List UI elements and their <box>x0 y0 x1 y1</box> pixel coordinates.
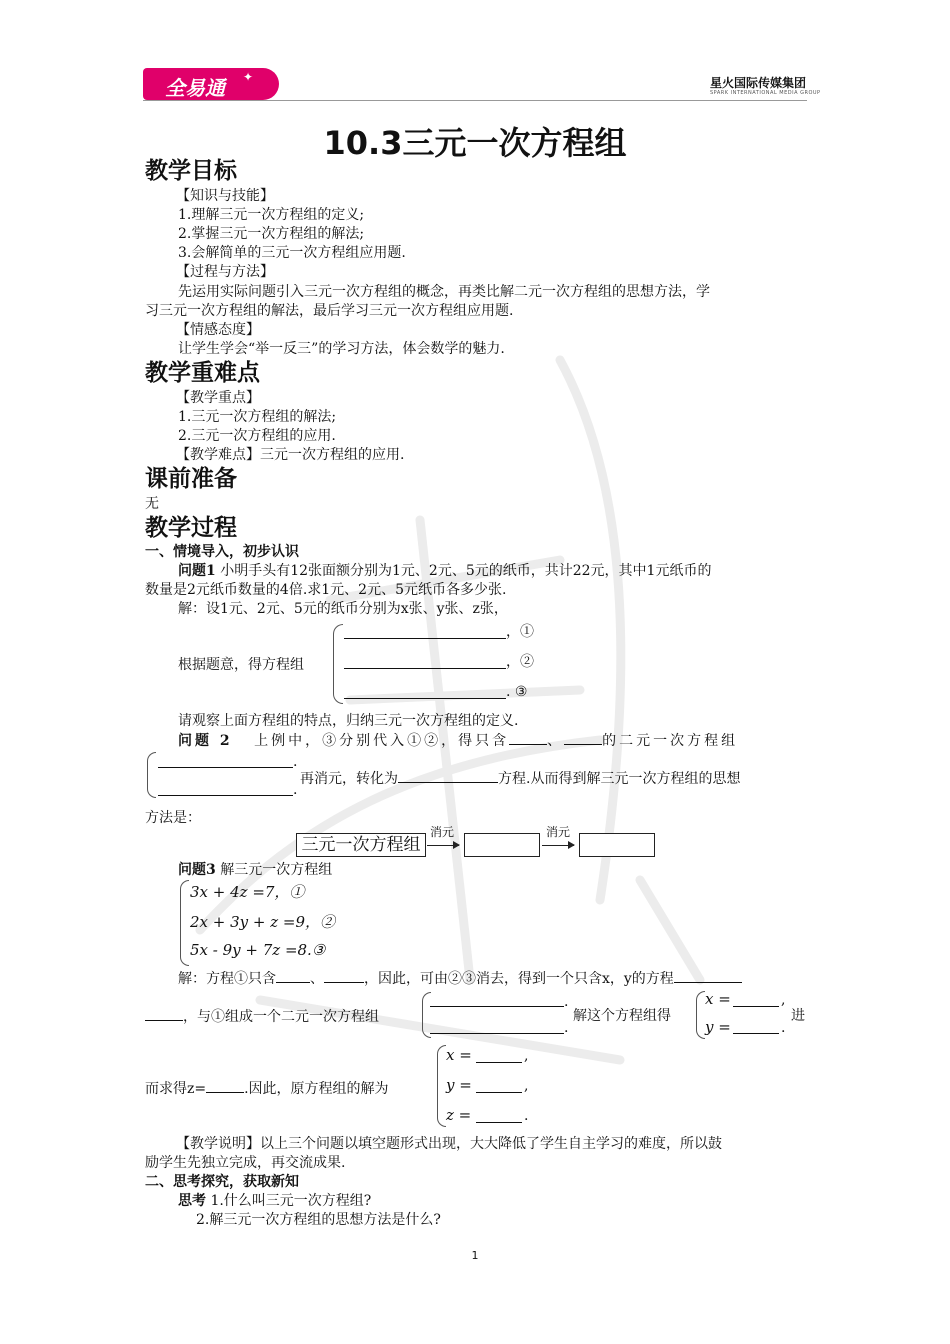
final-x-label: x = <box>446 1046 472 1064</box>
publisher-name-en: SPARK INTERNATIONAL MEDIA GROUP <box>710 90 821 96</box>
answer-blank-a[interactable] <box>509 730 547 745</box>
brace-system-1 <box>333 624 343 704</box>
final-y-label: y = <box>446 1076 472 1094</box>
answer-blank-g[interactable] <box>145 1006 183 1021</box>
objective-3: 3.会解简单的三元一次方程组应用题. <box>178 245 406 261</box>
difficulty-text: 三元一次方程组的应用. <box>260 447 405 463</box>
final-y-comma: , <box>524 1078 529 1094</box>
question-1-label: 问题1 <box>178 563 216 579</box>
tag-difficulty: 【教学难点】 <box>176 447 260 463</box>
question-2-text-d: 再消元，转化为 <box>300 771 398 787</box>
flow-box-start-label: 三元一次方程组 <box>301 835 421 855</box>
question-2-text-a: 上例中，③分别代入①②，得只含 <box>254 733 510 749</box>
header-rule <box>143 100 807 101</box>
logo-text: 全易通 <box>165 76 225 100</box>
equation-3-2: 2x + 3y + z =9，② <box>190 913 336 931</box>
question-1-text: 小明手头有12张面额分别为1元、2元、5元的纸币，共计22元，其中1元纸币的 <box>215 563 712 579</box>
header-logo <box>143 68 279 100</box>
final-x-comma: , <box>524 1048 529 1064</box>
process-text-2: 习三元一次方程组的解法，最后学习三元一次方程组应用题. <box>145 303 514 319</box>
objective-1: 1.理解三元一次方程组的定义; <box>178 207 365 223</box>
tag-knowledge: 【知识与技能】 <box>176 188 274 204</box>
tag-process: 【过程与方法】 <box>176 264 274 280</box>
brace-system-4 <box>422 992 431 1038</box>
heading-objectives: 教学目标 <box>145 158 237 184</box>
system-dot-4: . <box>564 1020 569 1036</box>
question-2-text-c: 的二元一次方程组 <box>602 733 739 749</box>
flow-arrow-2 <box>542 845 574 846</box>
question-2-line-3: 方法是： <box>145 810 201 826</box>
system-dot-2: . <box>293 782 298 798</box>
attitude-text: 让学生学会“举一反三”的学习方法，体会数学的魅力. <box>178 341 505 357</box>
think-label: 思考 <box>178 1193 206 1209</box>
tag-key: 【教学重点】 <box>176 390 260 406</box>
system-blank-3[interactable] <box>430 1006 564 1007</box>
subheading-1: 一、情境导入，初步认识 <box>145 544 299 560</box>
key-1: 1.三元一次方程组的解法; <box>178 409 337 425</box>
subheading-2: 二、思考探究，获取新知 <box>145 1174 299 1190</box>
flow-arrow-label-1: 消元 <box>430 825 455 839</box>
question-1-line-3: 解：设1元、2元、5元的纸币分别为x张、y张、z张， <box>178 601 508 617</box>
heading-key-points: 教学重难点 <box>145 360 260 386</box>
answer-blank-f[interactable] <box>674 968 742 983</box>
think-line-1 <box>178 1191 371 1211</box>
answer-blank-e[interactable] <box>324 968 364 983</box>
tag-attitude: 【情感态度】 <box>176 322 260 338</box>
page-number: 1 <box>471 1249 479 1262</box>
question-1-line-5: 请观察上面方程组的特点，归纳三元一次方程组的定义. <box>178 713 519 729</box>
question-3-line-4 <box>145 1078 389 1099</box>
publisher-name: 星火国际传媒集团 <box>710 76 807 90</box>
process-text-1: 先运用实际问题引入三元一次方程组的概念，再类比解二元一次方程组的思想方法，学 <box>178 284 710 300</box>
think-question-1: 1.什么叫三元一次方程组? <box>206 1193 372 1209</box>
question-3-line-3 <box>145 1006 379 1027</box>
preparation-text: 无 <box>145 496 159 512</box>
question-1-line-2: 数量是2元纸币数量的4倍.求1元、2元、5元纸币各多少张. <box>145 582 507 598</box>
equation-3-3: 5x - 9y + 7z =8.③ <box>190 941 326 959</box>
solution-x-comma: , <box>781 992 786 1008</box>
question-3-line-2 <box>178 968 742 989</box>
teaching-note-1 <box>176 1134 722 1154</box>
flow-box-start <box>296 833 426 857</box>
think-line-2: 2.解三元一次方程组的思想方法是什么? <box>196 1212 441 1228</box>
difficulty <box>176 445 404 465</box>
final-y-blank[interactable] <box>476 1092 522 1093</box>
final-z-label: z = <box>446 1106 472 1124</box>
solution-y-dot: . <box>781 1020 786 1036</box>
q3-text-e: ，与①组成一个二元一次方程组 <box>183 1009 379 1025</box>
final-z-dot: . <box>524 1108 529 1124</box>
flow-box-blank-1[interactable] <box>464 833 540 857</box>
question-1-line-4: 根据题意，得方程组 <box>178 657 304 673</box>
answer-blank-c[interactable] <box>398 768 498 783</box>
final-x-blank[interactable] <box>476 1062 522 1063</box>
teaching-note-tag: 【教学说明】 <box>176 1136 260 1152</box>
teaching-note-text: 以上三个问题以填空题形式出现，大大降低了学生自主学习的难度，所以鼓 <box>260 1136 722 1152</box>
q3-text-c: 、 <box>310 971 324 987</box>
q3-text-d: ，因此，可由②③消去，得到一个只含x，y的方程 <box>364 971 674 987</box>
answer-blank-d[interactable] <box>276 968 310 983</box>
q3-text-g: 进 <box>791 1008 805 1024</box>
heading-process: 教学过程 <box>145 515 237 541</box>
heading-preparation: 课前准备 <box>145 466 237 492</box>
equation-mark-3: . ③ <box>506 684 528 700</box>
q3-text-b: 解：方程①只含 <box>178 971 276 987</box>
system-dot-3: . <box>564 994 569 1010</box>
question-2-label: 问题 2 <box>178 733 233 749</box>
equation-blank-1[interactable] <box>344 638 506 639</box>
equation-blank-2[interactable] <box>344 668 506 669</box>
flow-arrow-label-2: 消元 <box>546 825 571 839</box>
system-blank-2[interactable] <box>158 795 293 796</box>
brace-solution-xyz <box>437 1045 446 1127</box>
objective-2: 2.掌握三元一次方程组的解法; <box>178 226 365 242</box>
flow-box-blank-2[interactable] <box>579 833 655 857</box>
answer-blank-b[interactable] <box>564 730 602 745</box>
q3-text-i: .因此，原方程组的解为 <box>244 1081 389 1097</box>
question-2-line-2 <box>300 768 740 789</box>
solution-y-blank[interactable] <box>733 1033 779 1034</box>
question-3-label: 问题3 <box>178 862 216 878</box>
equation-mark-1: ，① <box>506 624 534 640</box>
final-z-blank[interactable] <box>476 1122 522 1123</box>
question-2-line-1 <box>178 730 738 751</box>
brace-system-2 <box>147 752 156 798</box>
q3-text-h: 而求得z= <box>145 1081 207 1097</box>
question-2-text-e: 方程.从而得到解三元一次方程组的思想 <box>498 771 741 787</box>
solution-y-label: y = <box>705 1018 731 1036</box>
equation-mark-2: ，② <box>506 654 534 670</box>
system-blank-1[interactable] <box>158 767 293 768</box>
question-3-text: 解三元一次方程组 <box>215 862 333 878</box>
key-2: 2.三元一次方程组的应用. <box>178 428 336 444</box>
page-title: 10.3三元一次方程组 <box>323 124 627 162</box>
question-1-line-1 <box>178 561 711 581</box>
flow-arrow-1 <box>427 845 459 846</box>
question-3-line-1 <box>178 860 332 880</box>
q3-text-f: 解这个方程组得 <box>573 1008 671 1024</box>
equation-blank-3[interactable] <box>344 698 506 699</box>
solution-x-label: x = <box>705 990 731 1008</box>
system-blank-4[interactable] <box>430 1033 564 1034</box>
solution-x-blank[interactable] <box>733 1006 779 1007</box>
brace-system-3 <box>180 880 189 966</box>
answer-blank-z[interactable] <box>206 1078 244 1093</box>
star-icon: ✦ <box>243 70 254 84</box>
teaching-note-2: 励学生先独立完成，再交流成果. <box>145 1155 346 1171</box>
question-2-sep: 、 <box>547 733 565 749</box>
equation-3-1: 3x + 4z =7，① <box>190 883 305 901</box>
system-dot-1: . <box>293 754 298 770</box>
brace-solution-xy <box>696 991 705 1039</box>
